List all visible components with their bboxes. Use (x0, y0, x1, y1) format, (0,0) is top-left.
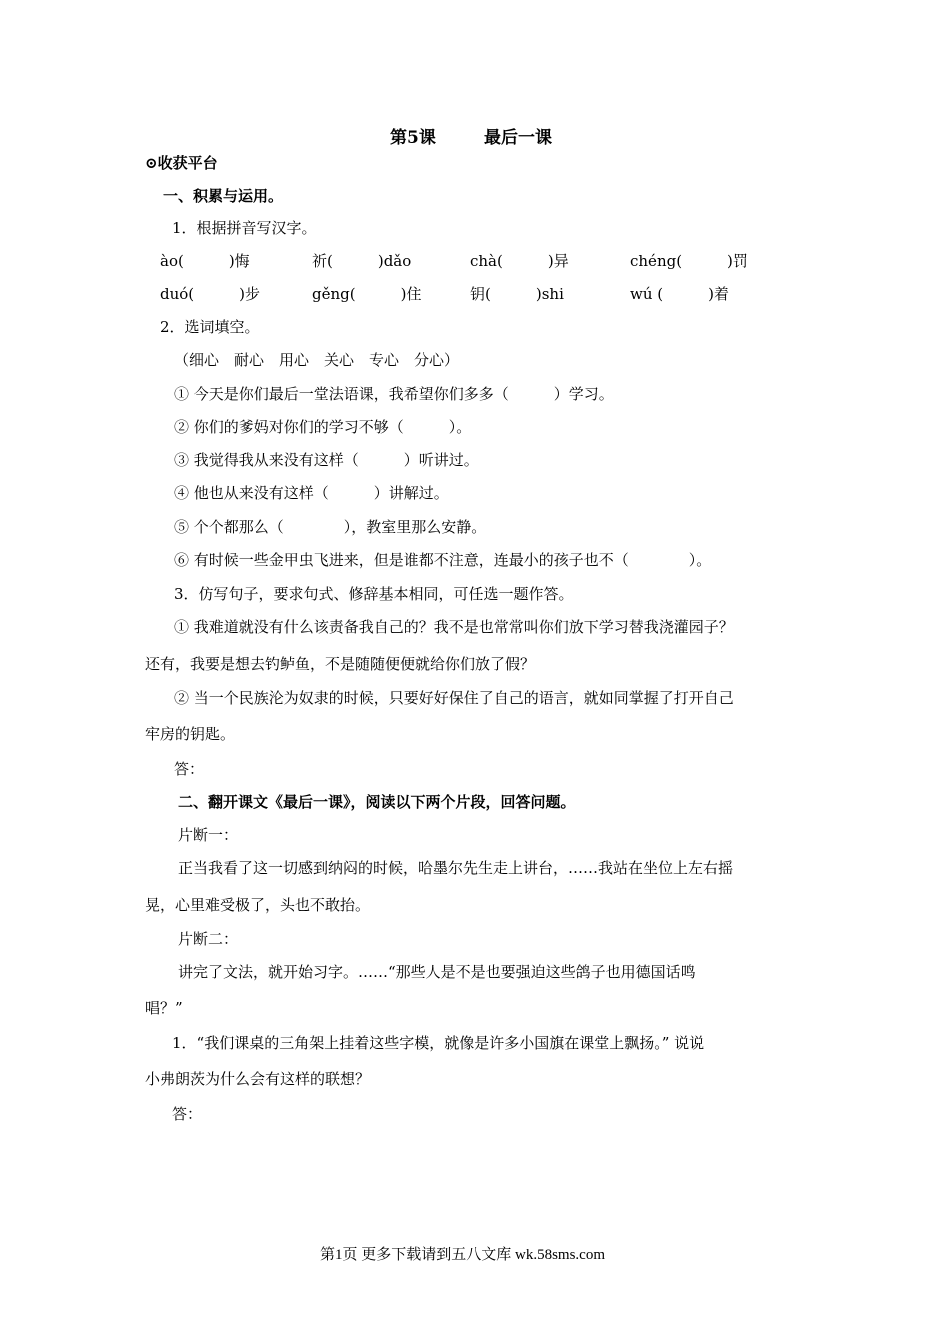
q3-item2-line2: 牢房的钥匙。 (145, 725, 236, 743)
part2-heading: 二、翻开课文《最后一课》，阅读以下两个片段，回答问题。 (178, 793, 576, 811)
fill-blank-item: ④ 他也从来没有这样（ ）讲解过。 (174, 484, 449, 502)
q3-item1-line2: 还有，我要是想去钓鲈鱼，不是随随便便就给你们放了假？ (145, 655, 536, 673)
part2-answer-label: 答： (172, 1105, 203, 1123)
part2-q1-line2: 小弗朗茨为什么会有这样的联想？ (145, 1070, 371, 1088)
page-title: 最后一课 (484, 128, 552, 148)
part2-q1-line1: 1．“我们课桌的三角架上挂着这些字模，就像是许多小国旗在课堂上飘扬。” 说说 (172, 1034, 705, 1052)
pinyin-item: duó( )步 (160, 285, 260, 303)
q2-word-options: （细心 耐心 用心 关心 专心 分心） (174, 351, 460, 369)
q3-answer-label: 答： (174, 760, 205, 778)
q3-item2-line1: ② 当一个民族沦为奴隶的时候，只要好好保住了自己的语言，就如同掌握了打开自己 (174, 689, 734, 707)
pinyin-item: 钥( )shi (470, 285, 564, 303)
fragment1-line2: 晃，心里难受极了，头也不敢抬。 (145, 896, 371, 914)
pinyin-item: 祈( )dǎo (312, 252, 412, 270)
fill-blank-item: ⑤ 个个都那么（ ），教室里那么安静。 (174, 518, 487, 536)
pinyin-item: wú ( )着 (630, 285, 729, 303)
q3-label: 3．仿写句子，要求句式、修辞基本相同，可任选一题作答。 (174, 585, 574, 603)
fill-blank-item: ② 你们的爹妈对你们的学习不够（ ）。 (174, 418, 472, 436)
q2-label: 2．选词填空。 (160, 318, 260, 336)
fill-blank-item: ① 今天是你们最后一堂法语课，我希望你们多多（ ）学习。 (174, 385, 614, 403)
pinyin-item: gěng( )住 (312, 285, 422, 303)
q3-item1-line1: ① 我难道就没有什么该责备我自己的？我不是也常常叫你们放下学习替我浇灌园子？ (174, 618, 734, 636)
fragment1-label: 片断一： (178, 826, 239, 844)
pinyin-item: chà( )异 (470, 252, 569, 270)
pinyin-item: chéng( )罚 (630, 252, 748, 270)
pinyin-item: ào( )悔 (160, 252, 250, 270)
page-footer: 第1页 更多下载请到五八文库 wk.58sms.com (320, 1247, 606, 1263)
fill-blank-item: ⑥ 有时候一些金甲虫飞进来，但是谁都不注意，连最小的孩子也不（ ）。 (174, 551, 712, 569)
fragment2-label: 片断二： (178, 930, 239, 948)
fragment2-line1: 讲完了文法，就开始习字。……“那些人是不是也要强迫这些鸽子也用德国话鸣 (178, 963, 696, 981)
fill-blank-item: ③ 我觉得我从来没有这样（ ）听讲过。 (174, 451, 479, 469)
fragment2-line2: 唱？” (145, 999, 183, 1017)
lesson-number: 第5课 (390, 128, 436, 148)
part1-heading: 一、积累与运用。 (163, 187, 284, 205)
fragment1-line1: 正当我看了这一切感到纳闷的时候，哈墨尔先生走上讲台，……我站在坐位上左右摇 (178, 859, 734, 877)
section-harvest-heading: ⊙收获平台 (145, 154, 218, 172)
q1-label: 1．根据拼音写汉字。 (172, 219, 317, 237)
